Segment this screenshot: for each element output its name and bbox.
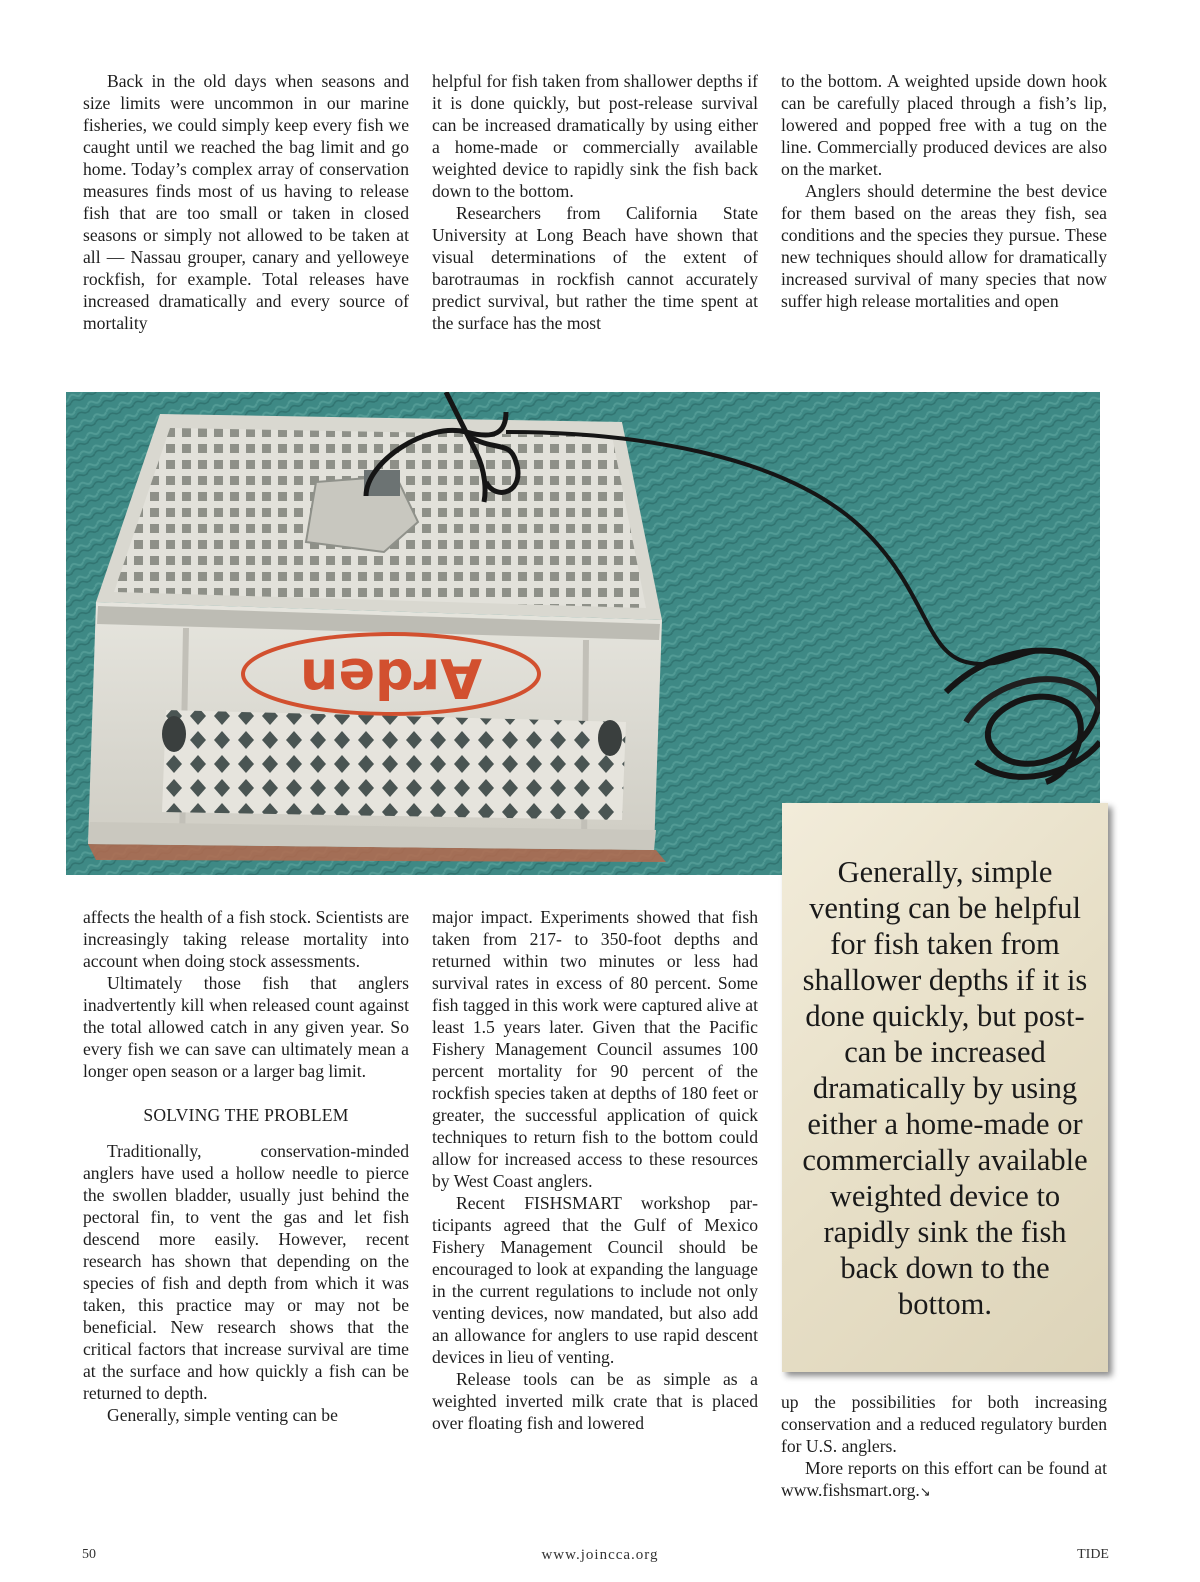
- paragraph: to the bottom. A weighted upside down hook can be carefully placed through a fish’s lip, lowered and popped free with a tug on the line. Commercially produced devices are also on the market.: [781, 71, 1107, 179]
- footer-url: www.joincca.org: [541, 1547, 659, 1563]
- paragraph: Researchers from California State University at Long Beach have shown that visual determinations of the extent of barotraumas in rockfish cannot accurately predict survival, but rather the time spent at the surface has the most: [432, 203, 758, 333]
- article-column-1-bottom: [83, 906, 409, 1426]
- paragraph-text: More reports on this effort can be found at www.fishsmart.org.: [781, 1458, 1107, 1500]
- pull-quote-text: Generally, simple venting can be helpful for fish taken from shallower depths if it is done quickly, but post-can be increased dramatically by using either a home-made or commercially available weighted device to rapidly sink the fish back down to the bottom.: [802, 854, 1088, 1321]
- page-number: 50: [82, 1547, 96, 1562]
- paragraph: Recent FISHSMART workshop participants agreed that the Gulf of Mexico Fishery Management Council should be encouraged to look at expanding the language in the current regulations to include not only venting devices, now mandated, but also add an allowance for anglers to use rapid descent devices in lieu of venting.: [432, 1193, 758, 1367]
- paragraph: Ultimately those fish that anglers inadvertently kill when released count against the total allowed catch in any given year. So every fish we can save can ultimately mean a longer open season or a larger bag limit.: [83, 973, 409, 1081]
- paragraph: major impact. Experiments showed that fish taken from 217- to 350-foot depths and returned within two minutes or less had survival rates in excess of 80 percent. Some fish tagged in this work were captured alive at least 1.5 years later. Given that the Pacific Fishery Management Council assumes 100 percent mortality for 90 percent of the rockfish species taken at depths of 180 feet or greater, the successful application of quick techniques to return fish to the bottom could allow for increased access to these resources by West Coast anglers.: [432, 907, 758, 1191]
- paragraph: helpful for fish taken from shallower depths if it is done quickly, but post-release survival can be increased dramatically by using either a home-made or commercially available weighted device to rapidly sink the fish back down to the bottom.: [432, 71, 758, 201]
- article-column-1-top: [83, 70, 409, 334]
- pull-quote-box: [782, 803, 1108, 1372]
- paragraph: Release tools can be as simple as a weighted inverted milk crate that is placed over floating fish and lowered: [432, 1369, 758, 1433]
- paragraph: Anglers should determine the best device for them based on the areas they fish, sea conditions and the species they pursue. These new techniques should allow for dramatically increased survival of many species that now suffer high release mortalities and open: [781, 181, 1107, 311]
- article-column-2-top: [432, 70, 758, 334]
- paragraph: Back in the old days when seasons and size limits were uncommon in our marine fisheries, we could simply keep every fish we caught until we reached the bag limit and go home. Today’s complex array of conservation measures finds most of us having to release fish that are too small or taken in closed seasons or simply not allowed to be taken at all — Nassau grouper, canary and yelloweye rockfish, for example. Total releases have increased dramatically and every source of mortality: [83, 71, 409, 333]
- section-heading: SOLVING THE PROBLEM: [143, 1105, 349, 1125]
- paragraph: [781, 1457, 1107, 1504]
- paragraph: Traditionally, conservation-minded anglers have used a hollow needle to pierce the swollen bladder, usually just behind the pectoral fin, to vent the gas and let fish descend more easily. However, recent research has shown that depending on the species of fish and depth from which it was taken, this practice may or may not be beneficial. New research shows that the critical factors that increase survival are time at the surface and how quickly a fish can be returned to depth.: [83, 1141, 409, 1403]
- paragraph: up the possibilities for both increasing conservation and a reduced regulatory burden for U.S. anglers.: [781, 1392, 1107, 1456]
- paragraph: affects the health of a fish stock. Scientists are increasingly taking release mortality into account when doing stock assessments.: [83, 907, 409, 971]
- article-column-3-top: [781, 70, 1107, 312]
- paragraph: Generally, simple venting can be: [107, 1405, 338, 1425]
- article-column-2-bottom: [432, 906, 758, 1434]
- crate-logo-text: Arden: [299, 646, 483, 710]
- end-of-article-icon: ↘: [919, 1485, 931, 1500]
- article-column-3-bottom: [781, 1391, 1107, 1504]
- publication-name: TIDE: [1077, 1547, 1109, 1562]
